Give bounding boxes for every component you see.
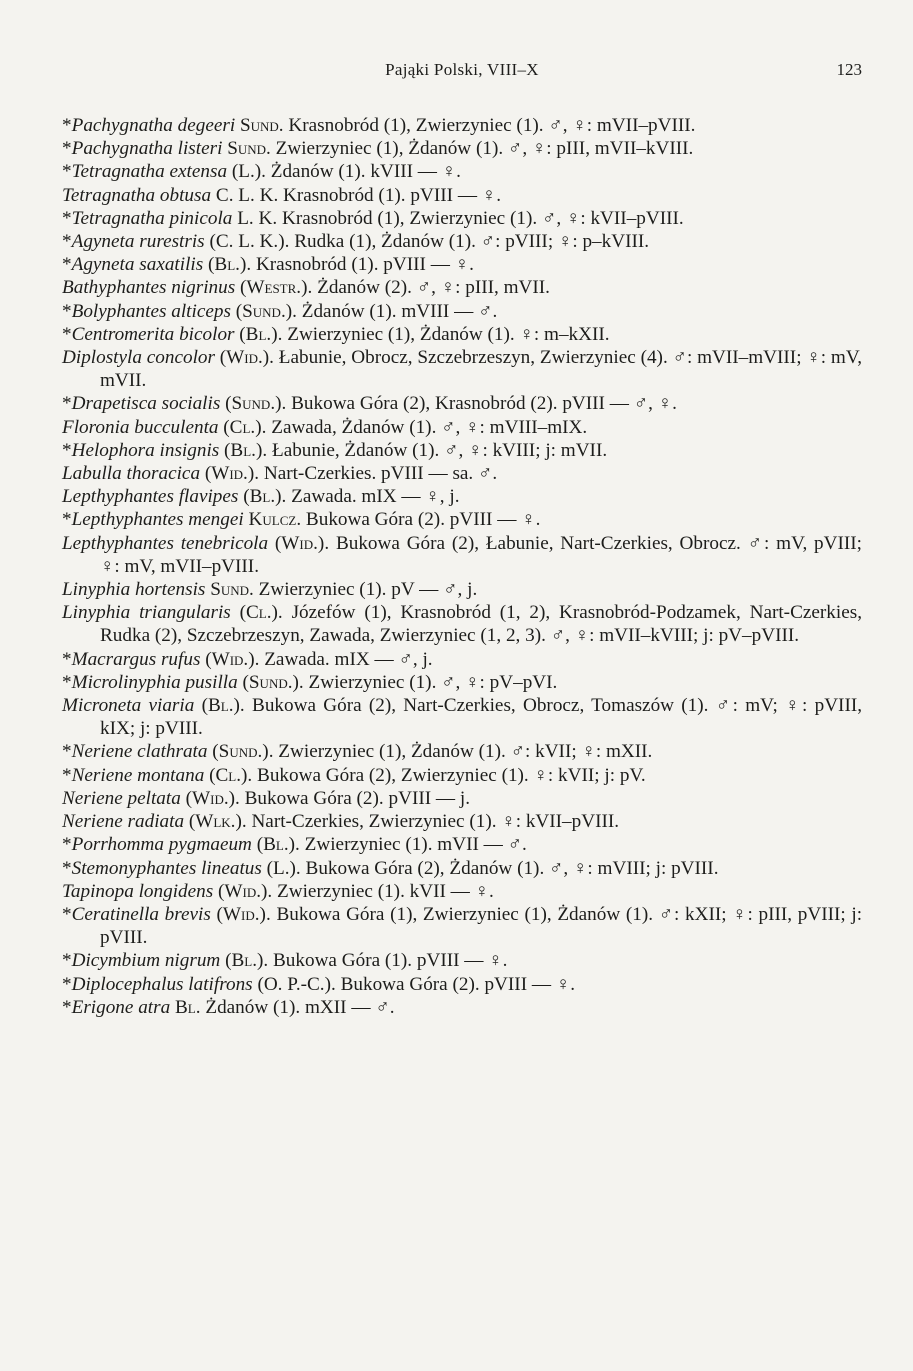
species-author: (Bl.). — [239, 323, 283, 345]
new-record-marker: * — [62, 300, 72, 322]
species-name: Erigone atra — [71, 996, 171, 1018]
species-name: Drapetisca socialis — [71, 393, 221, 415]
species-entry — [62, 532, 862, 578]
species-localities: Zwierzyniec (1), Żdanów (1). ♂: kVII; ♀: mXII. — [278, 741, 653, 763]
species-entry — [62, 648, 862, 671]
species-author: (Wlk.). — [188, 811, 247, 833]
species-entry — [62, 671, 862, 694]
species-name: Bathyphantes nigrinus — [62, 277, 236, 299]
species-localities: Żdanów (1). mXII — ♂. — [205, 996, 395, 1018]
species-localities: Józefów (1), Krasnobród (1, 2), Krasnobród-Podzamek, Nart-Czerkies, Rudka (2), Szczebrzeszyn, Zawada, Zwierzyniec (1, 2, 3). ♂, ♀: mVII–kVIII; j: pV–pVIII. — [100, 602, 862, 647]
species-name: Agyneta rurestris — [71, 231, 205, 253]
new-record-marker: * — [62, 439, 72, 461]
new-record-marker: * — [62, 138, 72, 160]
species-localities: Nart-Czerkies, Zwierzyniec (1). ♀: kVII–pVIII. — [251, 811, 620, 833]
species-entry — [62, 694, 862, 740]
species-name: Stemonyphantes lineatus — [71, 857, 262, 879]
species-author: (Wid.). — [274, 532, 330, 554]
species-name: Linyphia hortensis — [62, 579, 206, 601]
species-author: (Bl.). — [224, 439, 268, 461]
new-record-marker: * — [62, 764, 72, 786]
species-author: C. L. K. — [215, 184, 279, 206]
species-name: Microneta viaria — [62, 695, 195, 717]
new-record-marker: * — [62, 323, 72, 345]
species-name: Floronia bucculenta — [62, 416, 219, 438]
species-entry — [62, 346, 862, 392]
species-name: Neriene peltata — [62, 787, 181, 809]
new-record-marker: * — [62, 741, 72, 763]
species-entry — [62, 949, 862, 972]
species-author: Bl. — [175, 996, 201, 1018]
species-entry — [62, 160, 862, 183]
species-localities: Zwierzyniec (1), Żdanów (1). ♂, ♀: pIII, mVII–kVIII. — [275, 138, 694, 160]
species-author: Sund. — [227, 138, 271, 160]
species-localities: Żdanów (2). ♂, ♀: pIII, mVII. — [317, 277, 550, 299]
species-entry — [62, 973, 862, 996]
species-name: Labulla thoracica — [62, 463, 201, 485]
species-entry — [62, 903, 862, 949]
new-record-marker: * — [62, 115, 72, 136]
species-entry — [62, 880, 862, 903]
species-name: Neriene radiata — [62, 811, 185, 833]
species-name: Diplostyla concolor — [62, 347, 215, 369]
species-name: Macrargus rufus — [71, 648, 201, 670]
page-header — [62, 60, 862, 86]
species-name: Tetragnatha obtusa — [62, 184, 212, 206]
species-author: (Cl.). — [209, 764, 253, 786]
species-localities: Bukowa Góra (2). pVIII — ♀. — [340, 973, 576, 995]
new-record-marker: * — [62, 393, 72, 415]
new-record-marker: * — [62, 231, 72, 253]
species-entry — [62, 996, 862, 1019]
species-name: Tetragnatha pinicola — [71, 207, 233, 229]
species-name: Neriene montana — [71, 764, 205, 786]
species-entry — [62, 184, 862, 207]
new-record-marker: * — [62, 509, 72, 531]
species-localities: Nart-Czerkies. pVIII — sa. ♂. — [263, 463, 498, 485]
new-record-marker: * — [62, 857, 72, 879]
species-entry — [62, 137, 862, 160]
species-name: Helophora insignis — [71, 439, 220, 461]
running-title: Pająki Polski, VIII–X — [385, 60, 539, 79]
species-localities: Bukowa Góra (2), Krasnobród (2). pVIII — ♂, ♀. — [291, 393, 677, 415]
species-name: Pachygnatha degeeri — [71, 115, 236, 136]
species-entry — [62, 601, 862, 647]
species-author: (Bl.). — [201, 695, 245, 717]
species-localities: Zawada. mIX — ♂, j. — [264, 648, 433, 670]
species-entry — [62, 392, 862, 415]
species-name: Ceratinella brevis — [71, 903, 211, 925]
species-entry — [62, 207, 862, 230]
species-localities: Żdanów (1). kVIII — ♀. — [270, 161, 461, 183]
species-author: (C. L. K.). — [209, 231, 290, 253]
species-localities: Bukowa Góra (1). pVIII — ♀. — [273, 950, 508, 972]
species-localities: Krasnobród (1). pVIII — ♀. — [283, 184, 501, 206]
species-author: (L.). — [266, 857, 301, 879]
species-name: Microlinyphia pusilla — [71, 671, 238, 693]
species-author: (O. P.-C.). — [257, 973, 336, 995]
new-record-marker: * — [62, 996, 72, 1018]
species-name: Linyphia triangularis — [62, 602, 231, 624]
species-author: (Cl.). — [223, 416, 267, 438]
species-localities: Krasnobród (1). pVIII — ♀. — [255, 254, 474, 276]
species-author: (Bl.). — [243, 486, 287, 508]
species-author: (L.). — [231, 161, 266, 183]
new-record-marker: * — [62, 207, 72, 229]
new-record-marker: * — [62, 903, 72, 925]
species-localities: Zwierzyniec (1). pV — ♂, j. — [258, 579, 478, 601]
new-record-marker: * — [62, 671, 72, 693]
species-author: Sund. — [239, 115, 284, 136]
species-localities: Żdanów (1). mVIII — ♂. — [301, 300, 498, 322]
species-localities: Krasnobród (1), Zwierzyniec (1). ♂, ♀: mVII–pVIII. — [288, 115, 696, 136]
species-entry — [62, 323, 862, 346]
new-record-marker: * — [62, 950, 72, 972]
species-entry — [62, 764, 862, 787]
new-record-marker: * — [62, 648, 72, 670]
species-author: (Wid.). — [185, 787, 240, 809]
species-localities: Bukowa Góra (2). pVIII — j. — [244, 787, 471, 809]
species-entry — [62, 833, 862, 856]
new-record-marker: * — [62, 161, 72, 183]
species-author: (Wid.). — [219, 347, 274, 369]
species-entry — [62, 485, 862, 508]
species-name: Bolyphantes alticeps — [71, 300, 231, 322]
species-author: (Sund.). — [242, 671, 304, 693]
species-author: Sund. — [210, 579, 254, 601]
species-entry — [62, 416, 862, 439]
page-number: 123 — [836, 60, 862, 79]
species-author: Kulcz. — [248, 509, 302, 531]
species-localities: Zwierzyniec (1). ♂, ♀: pV–pVI. — [308, 671, 558, 693]
species-entry — [62, 276, 862, 299]
species-author: (Wid.). — [216, 903, 271, 925]
new-record-marker: * — [62, 973, 72, 995]
species-list — [62, 114, 862, 1019]
species-name: Porrhomma pygmaeum — [71, 834, 252, 856]
species-name: Pachygnatha listeri — [71, 138, 223, 160]
species-entry — [62, 253, 862, 276]
species-entry — [62, 857, 862, 880]
species-localities: Zwierzyniec (1). kVII — ♀. — [277, 880, 494, 902]
species-entry — [62, 787, 862, 810]
species-name: Dicymbium nigrum — [71, 950, 221, 972]
species-entry — [62, 462, 862, 485]
species-localities: Bukowa Góra (1), Zwierzyniec (1), Żdanów (1). ♂: kXII; ♀: pIII, pVIII; j: pVIII. — [100, 903, 863, 949]
species-entry — [62, 230, 862, 253]
species-name: Lepthyphantes mengei — [71, 509, 244, 531]
species-localities: Zwierzyniec (1), Żdanów (1). ♀: m–kXII. — [287, 323, 610, 345]
species-name: Agyneta saxatilis — [71, 254, 204, 276]
species-author: (Bl.). — [208, 254, 252, 276]
species-name: Centromerita bicolor — [71, 323, 235, 345]
species-author: (Cl.). — [239, 602, 283, 624]
species-author: (Sund.). — [235, 300, 297, 322]
species-author: (Bl.). — [256, 834, 300, 856]
species-localities: Zwierzyniec (1). mVII — ♂. — [304, 834, 527, 856]
species-localities: Rudka (1), Żdanów (1). ♂: pVIII; ♀: p–kVIII. — [294, 231, 650, 253]
species-author: L. K. — [237, 207, 278, 229]
species-author: (Sund.). — [212, 741, 274, 763]
species-entry — [62, 578, 862, 601]
species-localities: Bukowa Góra (2). pVIII — ♀. — [305, 509, 541, 531]
species-author: (Sund.). — [225, 393, 287, 415]
species-author: (Wid.). — [204, 463, 260, 485]
species-localities: Zawada. mIX — ♀, j. — [291, 486, 460, 508]
species-entry — [62, 508, 862, 531]
species-author: (Wid.). — [218, 880, 273, 902]
species-entry — [62, 114, 862, 137]
species-entry — [62, 740, 862, 763]
species-name: Lepthyphantes tenebricola — [62, 532, 269, 554]
species-author: (Westr.). — [240, 277, 313, 299]
species-localities: Krasnobród (1), Zwierzyniec (1). ♂, ♀: kVII–pVIII. — [281, 207, 684, 229]
species-entry — [62, 300, 862, 323]
species-localities: Łabunie, Żdanów (1). ♂, ♀: kVIII; j: mVII. — [271, 439, 608, 461]
species-localities: Łabunie, Obrocz, Szczebrzeszyn, Zwierzyniec (4). ♂: mVII–mVIII; ♀: mV, mVII. — [100, 347, 862, 392]
species-name: Tetragnatha extensa — [71, 161, 228, 183]
new-record-marker: * — [62, 254, 72, 276]
species-author: (Bl.). — [225, 950, 269, 972]
species-name: Diplocephalus latifrons — [71, 973, 253, 995]
species-localities: Bukowa Góra (2), Żdanów (1). ♂, ♀: mVIII; j: pVIII. — [305, 857, 719, 879]
species-name: Lepthyphantes flavipes — [62, 486, 239, 508]
species-entry — [62, 439, 862, 462]
species-localities: Zawada, Żdanów (1). ♂, ♀: mVIII–mIX. — [271, 416, 588, 438]
species-name: Neriene clathrata — [71, 741, 208, 763]
species-entry — [62, 810, 862, 833]
species-localities: Bukowa Góra (2), Nart-Czerkies, Obrocz, Tomaszów (1). ♂: mV; ♀: pVIII, kIX; j: pVIII. — [100, 695, 863, 740]
species-name: Tapinopa longidens — [62, 880, 214, 902]
species-author: (Wid.). — [205, 648, 260, 670]
species-localities: Bukowa Góra (2), Łabunie, Nart-Czerkies, Obrocz. ♂: mV, pVIII; ♀: mV, mVII–pVIII. — [100, 532, 863, 577]
new-record-marker: * — [62, 834, 72, 856]
species-localities: Bukowa Góra (2), Zwierzyniec (1). ♀: kVII; j: pV. — [257, 764, 646, 786]
